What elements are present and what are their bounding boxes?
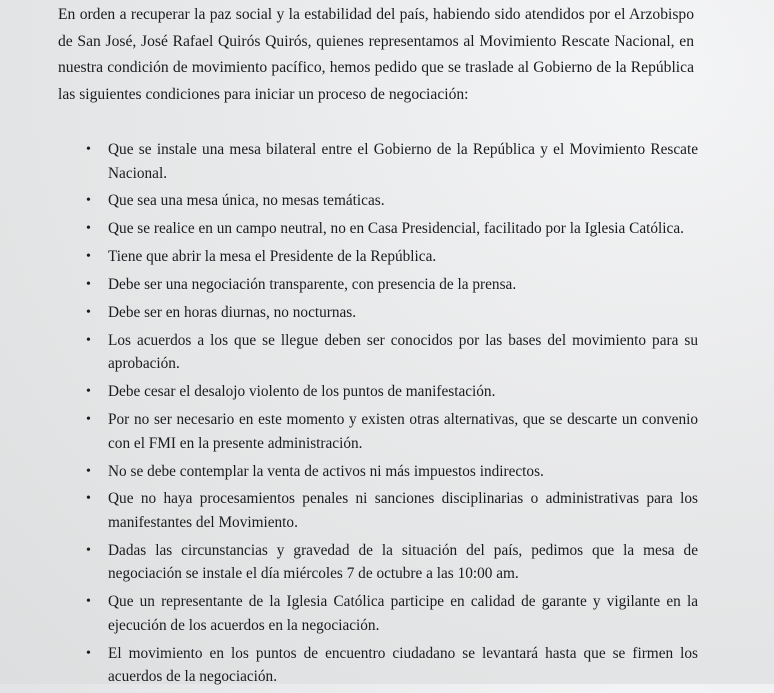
condition-item xyxy=(86,245,698,269)
bullet-icon: • xyxy=(86,193,91,209)
condition-item xyxy=(86,408,698,455)
condition-text: Que no haya procesamientos penales ni sanciones disciplinarias o administrativas para los manifestantes del Movimiento. xyxy=(108,490,698,531)
condition-item xyxy=(86,539,698,586)
condition-item xyxy=(86,138,698,185)
bullet-icon: • xyxy=(86,491,91,507)
bullet-icon: • xyxy=(86,463,91,479)
condition-item xyxy=(86,380,698,404)
bullet-icon: • xyxy=(86,221,91,237)
condition-item xyxy=(86,487,698,534)
bullet-icon: • xyxy=(86,594,91,610)
condition-text: Dadas las circunstancias y gravedad de la situación del país, pedimos que la mesa de negociación se instale el día miércoles 7 de octubre a las 10:00 am. xyxy=(108,541,698,583)
condition-text: Que se realice en un campo neutral, no en Casa Presidencial, facilitado por la Iglesia Católica. xyxy=(108,220,684,238)
conditions-list xyxy=(86,138,698,693)
condition-item xyxy=(86,329,698,376)
bullet-icon: • xyxy=(86,304,91,320)
bullet-icon: • xyxy=(86,277,91,293)
condition-item xyxy=(86,217,698,241)
condition-item xyxy=(86,460,698,484)
bullet-icon: • xyxy=(86,645,91,661)
intro-paragraph: En orden a recuperar la paz social y la estabilidad del país, habiendo sido atendidos por el Arzobispo de San José, José Rafael Quirós Quirós, quienes representamos al Movimiento Rescate Nacional, en nuestra condición de movimiento pacífico, hemos pedido que se traslade al Gobierno de la República las siguientes condiciones para iniciar un proceso de negociación: xyxy=(58,6,694,103)
condition-text: Debe cesar el desalojo violento de los puntos de manifestación. xyxy=(108,383,496,401)
condition-item xyxy=(86,301,698,325)
condition-text: Que sea una mesa única, no mesas temáticas. xyxy=(108,192,385,210)
condition-text: Por no ser necesario en este momento y existen otras alternativas, que se descarte un convenio con el FMI en la presente administración. xyxy=(108,411,698,452)
bullet-icon: • xyxy=(86,412,91,428)
condition-text: Debe ser en horas diurnas, no nocturnas. xyxy=(108,303,357,321)
bullet-icon: • xyxy=(86,142,91,157)
condition-text: Tiene que abrir la mesa el Presidente de la República. xyxy=(108,248,437,266)
bullet-icon: • xyxy=(86,384,91,400)
condition-text: Los acuerdos a los que se llegue deben ser conocidos por las bases del movimiento para su aprobación. xyxy=(108,331,698,373)
condition-item xyxy=(86,273,698,297)
condition-text: Debe ser una negociación transparente, con presencia de la prensa. xyxy=(108,276,517,294)
bullet-icon: • xyxy=(86,249,91,265)
condition-item xyxy=(86,189,698,213)
condition-text: Que un representante de la Iglesia Católica participe en calidad de garante y vigilante en la ejecución de los acuerdos en la negociación. xyxy=(108,593,698,634)
condition-text: El movimiento en los puntos de encuentro ciudadano se levantará hasta que se firmen los acuerdos de la negociación. xyxy=(108,644,698,686)
condition-item xyxy=(86,590,698,637)
condition-item xyxy=(86,642,698,689)
bullet-icon: • xyxy=(86,542,91,558)
bullet-icon: • xyxy=(86,332,91,348)
condition-text: Que se instale una mesa bilateral entre el Gobierno de la República y el Movimiento Rescate Nacional. xyxy=(108,141,698,182)
condition-text: No se debe contemplar la venta de activos ni más impuestos indirectos. xyxy=(108,462,544,480)
